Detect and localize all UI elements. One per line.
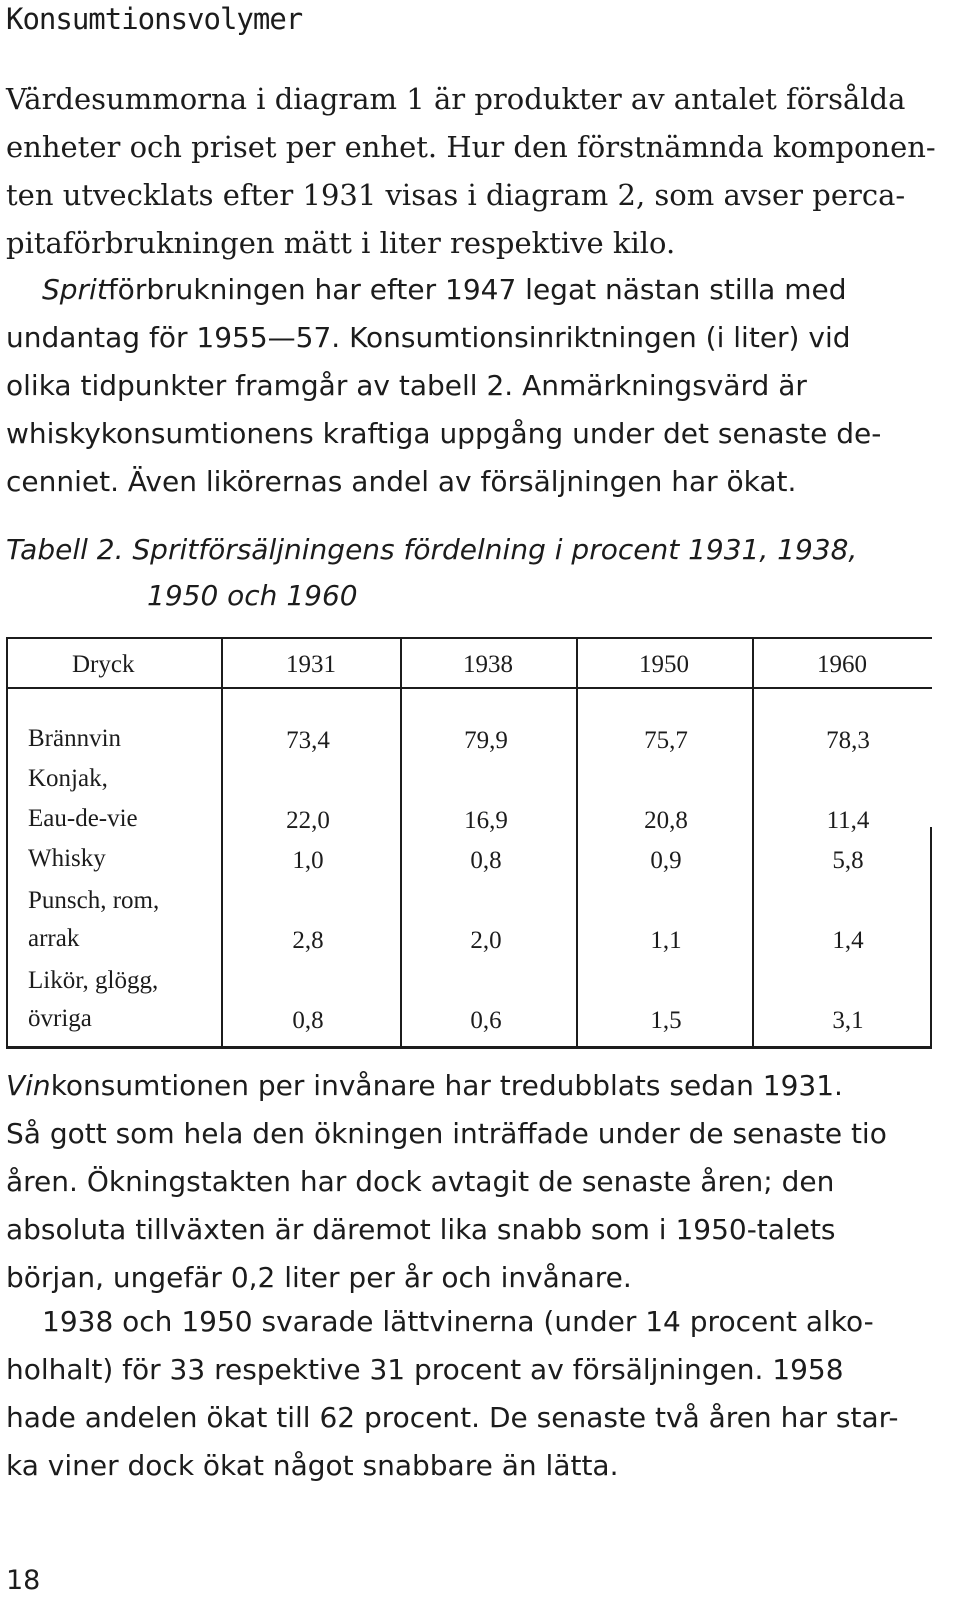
table-cell: 0,6 [470,1007,502,1034]
caption-line-2: 1950 och 1960 [147,579,358,612]
sales-table [6,637,932,1049]
table-cell: 0,8 [292,1007,324,1034]
vin-line: början, ungefär 0,2 liter per år och invånare. [6,1261,632,1294]
column-divider [576,637,578,1046]
intro-line: pitaförbrukningen mätt i liter respektive kilo. [6,226,676,260]
row-label: arrak [28,925,80,952]
intro-paragraph [6,75,936,267]
header-1960: 1960 [817,651,867,678]
header-1938: 1938 [463,651,513,678]
sprit-line: cenniet. Även likörernas andel av försäljningen har ökat. [6,465,797,498]
final-line: holhalt) för 33 respektive 31 procent av försäljningen. 1958 [6,1353,844,1386]
sprit-paragraph [6,266,931,506]
column-divider [752,637,754,1046]
table-cell: 0,9 [650,847,682,874]
row-label: Konjak, [28,765,108,792]
table-right-border [930,827,932,1046]
table-cell: 20,8 [644,807,688,834]
row-label: Eau-de-vie [28,805,138,832]
column-divider [221,637,223,1046]
final-line: ka viner dock ökat något snabbare än lätta. [6,1449,619,1482]
table-left-border [6,637,8,1049]
vin-line: Så gott som hela den ökningen inträffade under de senaste tio [6,1117,887,1150]
header-dryck: Dryck [72,651,135,678]
final-paragraph [6,1298,931,1490]
row-label: Punsch, rom, [28,887,160,914]
intro-line: enheter och priset per enhet. Hur den förstnämnda komponen- [6,130,936,164]
table-cell: 79,9 [464,727,508,754]
table-cell: 2,8 [292,927,324,954]
final-line: 1938 och 1950 svarade lättvinerna (under 14 procent alko- [42,1305,874,1338]
intro-line: ten utvecklats efter 1931 visas i diagram 2, som avser perca- [6,178,906,212]
sprit-line-text: förbrukningen har efter 1947 legat nästan stilla med [107,273,847,306]
caption-line-1: Tabell 2. Spritförsäljningens fördelning i procent 1931, 1938, [6,533,858,566]
sprit-line: undantag för 1955—57. Konsumtionsinriktningen (i liter) vid [6,321,851,354]
row-label: Likör, glögg, [28,967,159,994]
vin-line: åren. Ökningstakten har dock avtagit de senaste åren; den [6,1165,835,1198]
header-1931: 1931 [286,651,336,678]
table-cell: 1,0 [292,847,324,874]
sprit-emphasis: Sprit [42,273,108,306]
table-cell: 2,0 [470,927,502,954]
row-label: Brännvin [28,725,122,752]
final-line: hade andelen ökat till 62 procent. De senaste två åren har star- [6,1401,899,1434]
row-label: övriga [28,1005,92,1032]
column-divider [400,637,402,1046]
vin-line-text: konsumtionen per invånare har tredubblats sedan 1931. [50,1069,843,1102]
vin-line: absoluta tillväxten är däremot lika snabb som i 1950-talets [6,1213,836,1246]
table-bottom-rule [6,1046,932,1049]
table-cell: 1,4 [832,927,864,954]
table-cell: 1,1 [650,927,682,954]
section-heading: Konsumtionsvolymer [6,2,303,36]
table-cell: 75,7 [644,727,688,754]
header-1950: 1950 [639,651,689,678]
table-top-rule [6,637,932,639]
table-cell: 3,1 [832,1007,864,1034]
sprit-line: olika tidpunkter framgår av tabell 2. Anmärkningsvärd är [6,369,807,402]
table-cell: 1,5 [650,1007,682,1034]
table-cell: 0,8 [470,847,502,874]
table-cell: 22,0 [286,807,330,834]
vin-emphasis: Vin [6,1069,51,1102]
table-header-rule [6,687,932,689]
page-number: 18 [6,1565,41,1596]
sprit-line [6,266,931,314]
row-label: Whisky [28,845,106,872]
intro-line: Värdesummorna i diagram 1 är produkter av antalet försålda [6,82,906,116]
table-cell: 73,4 [286,727,330,754]
table-caption [6,527,857,619]
table-cell: 16,9 [464,807,508,834]
vin-paragraph [6,1062,931,1302]
table-cell: 5,8 [832,847,864,874]
table-cell: 78,3 [826,727,870,754]
sprit-line: whiskykonsumtionens kraftiga uppgång under det senaste de- [6,417,882,450]
table-cell: 11,4 [826,807,870,834]
vin-line [6,1062,931,1110]
